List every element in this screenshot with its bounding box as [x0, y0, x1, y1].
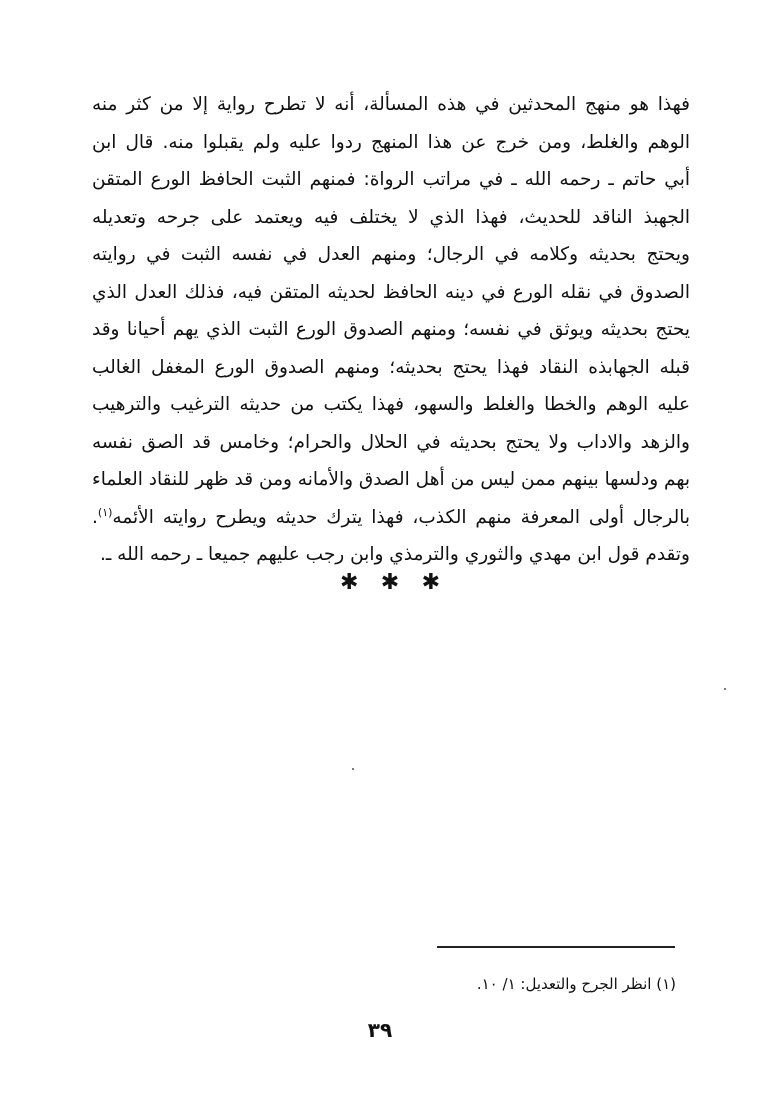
- text-line-2: الوهم والغلط، ومن خرج عن هذا المنهج ردوا عليه ولم يقبلوا منه. قال ابن: [92, 131, 690, 153]
- text-line-10: والزهد والاداب ولا يحتج بحديثه في الحلال والحرام؛ وخامس قد الصق نفسه: [92, 431, 690, 453]
- footnote-reference[interactable]: (١): [97, 505, 113, 519]
- scan-speck: [724, 688, 726, 690]
- text-line-7: يحتج بحديثه ويوثق في نفسه؛ ومنهم الصدوق الورع الثبت الذي يهم أحيانا وقد: [92, 319, 690, 340]
- text-line-4: الجهبذ الناقد للحديث، فهذا الذي لا يختلف فيه ويعتمد على جرحه وتعديله: [92, 206, 690, 228]
- text-line-12: [92, 499, 690, 537]
- text-line-8: قبله الجهابذه النقاد فهذا يحتج بحديثه؛ ومنهم الصدوق الورع المغفل الغالب: [92, 356, 690, 378]
- footnote: (١) انظر الجرح والتعديل: ١/ ١٠.: [476, 975, 676, 993]
- text-line-1: فهذا هو منهج المحدثين في هذه المسألة، أنه لا تطرح رواية إلا من كثر منه: [92, 94, 690, 115]
- section-separator: [340, 570, 440, 595]
- text-line-11: بهم ودلسها بينهم ممن ليس من أهل الصدق والأمانه ومن قد ظهر للنقاد العلماء: [92, 469, 690, 490]
- text-line-9: عليه الوهم والخطا والغلط والسهو، فهذا يكتب من حديثه الترغيب والترهيب: [92, 394, 690, 415]
- text-line-3: أبي حاتم ـ رحمه الله ـ في مراتب الرواة: فمنهم الثبت الحافظ الورع المتقن: [92, 169, 690, 190]
- text-line-12-content: بالرجال أولى المعرفة منهم الكذب، فهذا يترك حديثه ويطرح روايته الأئمه: [112, 506, 690, 528]
- footnote-divider: [437, 946, 675, 948]
- text-line-12-tail: .: [92, 506, 98, 528]
- scan-speck: [352, 768, 354, 770]
- asterisk-icon: ✱: [380, 570, 400, 595]
- page-number: ٣٩: [367, 1018, 393, 1042]
- text-line-5: ويحتج بحديثه وكلامه في الرجال؛ ومنهم العدل في نفسه الثبت في روايته: [92, 244, 690, 265]
- main-paragraph: [92, 86, 690, 574]
- asterisk-icon: ✱: [340, 570, 359, 595]
- text-line-13: وتقدم قول ابن مهدي والثوري والترمذي وابن رجب عليهم جميعا ـ رحمه الله ـ.: [100, 544, 690, 565]
- asterisk-icon: ✱: [421, 570, 440, 595]
- text-line-6: الصدوق في نقله الورع في دينه الحافظ لحديثه المتقن فيه، فذلك العدل الذي: [92, 281, 690, 303]
